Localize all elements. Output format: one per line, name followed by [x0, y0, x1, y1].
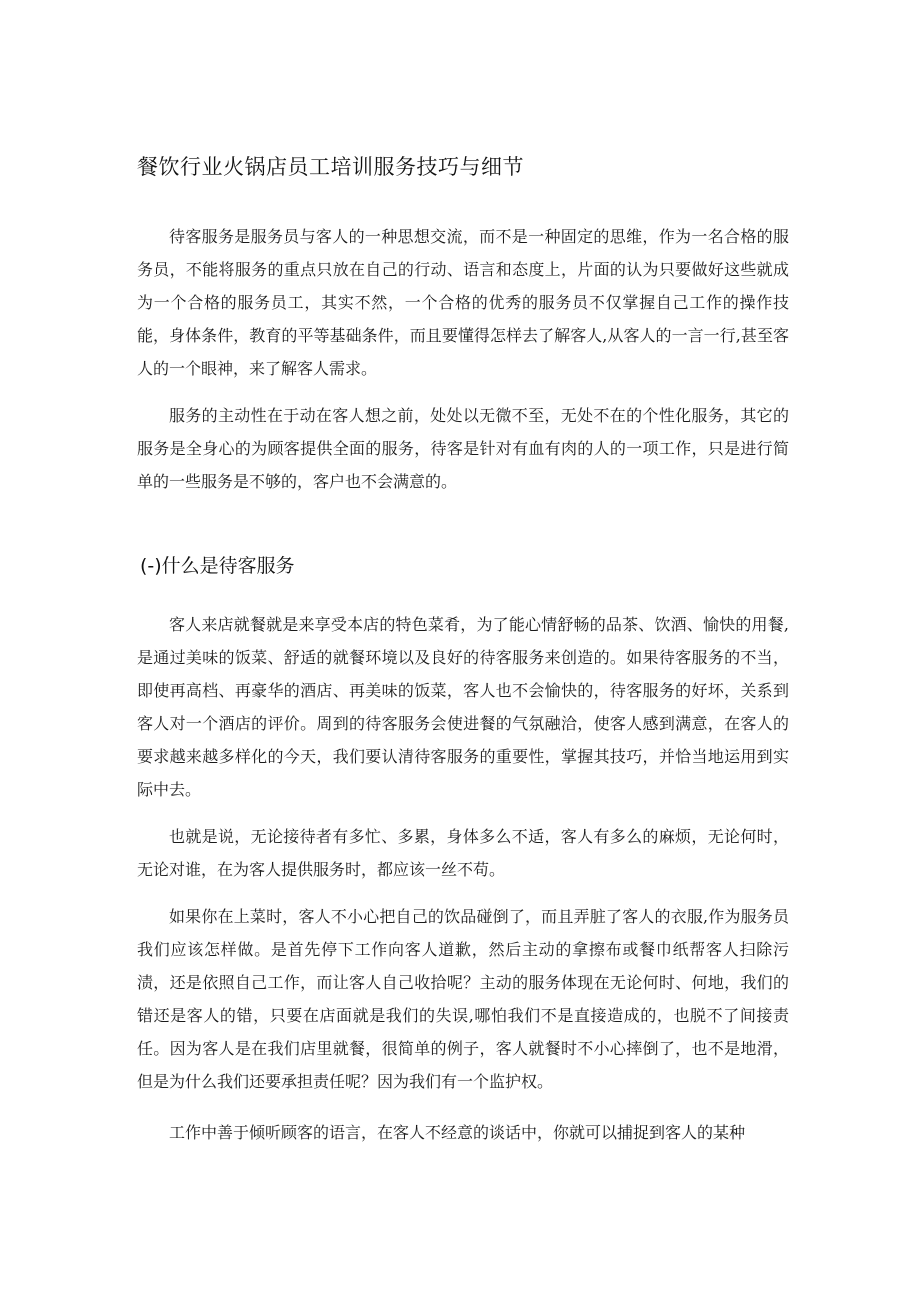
section-heading: (-)什么是待客服务	[140, 555, 295, 577]
document-title: 餐饮行业火锅店员工培训服务技巧与细节	[137, 155, 524, 179]
intro-paragraph-2: 服务的主动性在于动在客人想之前，处处以无微不至，无处不在的个性化服务，其它的服务是全身心的为顾客提供全面的服务，待客是针对有血有肉的人的一项工作，只是进行简单的一些服务是不够的，客户也不会满意的。	[137, 406, 789, 491]
waiting-service-section	[137, 608, 789, 1149]
section-paragraph-3: 如果你在上菜时，客人不小心把自己的饮品碰倒了，而且弄脏了客人的衣服,作为服务员我们应该怎样做。是首先停下工作向客人道歉，然后主动的拿擦布或餐巾纸帮客人扫除污渍，还是依照自己工作，而让客人自己收拾呢？主动的服务体现在无论何时、何地，我们的错还是客人的错，只要在店面就是我们的失误,哪怕我们不是直接造成的，也脱不了间接责任。因为客人是在我们店里就餐，很简单的例子，客人就餐时不小心摔倒了，也不是地滑，但是为什么我们还要承担责任呢？因为我们有一个监护权。	[137, 907, 789, 1091]
section-paragraph-2: 也就是说，无论接待者有多忙、多累，身体多么不适，客人有多么的麻烦，无论何时，无论对谁，在为客人提供服务时，都应该一丝不苟。	[137, 827, 789, 879]
section-paragraph-1: 客人来店就餐就是来享受本店的特色菜肴，为了能心情舒畅的品茶、饮酒、愉快的用餐,是通过美味的饭菜、舒适的就餐环境以及良好的待客服务来创造的。如果待客服务的不当，即使再高档、再豪华的酒店、再美味的饭菜，客人也不会愉快的，待客服务的好坏，关系到客人对一个酒店的评价。周到的待客服务会使进餐的气氛融洽，使客人感到满意，在客人的要求越来越多样化的今天，我们要认清待客服务的重要性，掌握其技巧，并恰当地运用到实际中去。	[137, 615, 789, 799]
intro-section	[137, 220, 789, 498]
section-paragraph-4: 工作中善于倾听顾客的语言，在客人不经意的谈话中，你就可以捕捉到客人的某种	[169, 1123, 746, 1142]
intro-paragraph-1: 待客服务是服务员与客人的一种思想交流，而不是一种固定的思维，作为一名合格的服务员，不能将服务的重点只放在自己的行动、语言和态度上，片面的认为只要做好这些就成为一个合格的服务员工，其实不然，一个合格的优秀的服务员不仅掌握自己工作的操作技能，身体条件，教育的平等基础条件，而且要懂得怎样去了解客人,从客人的一言一行,甚至客人的一个眼神，来了解客人需求。	[137, 227, 789, 378]
